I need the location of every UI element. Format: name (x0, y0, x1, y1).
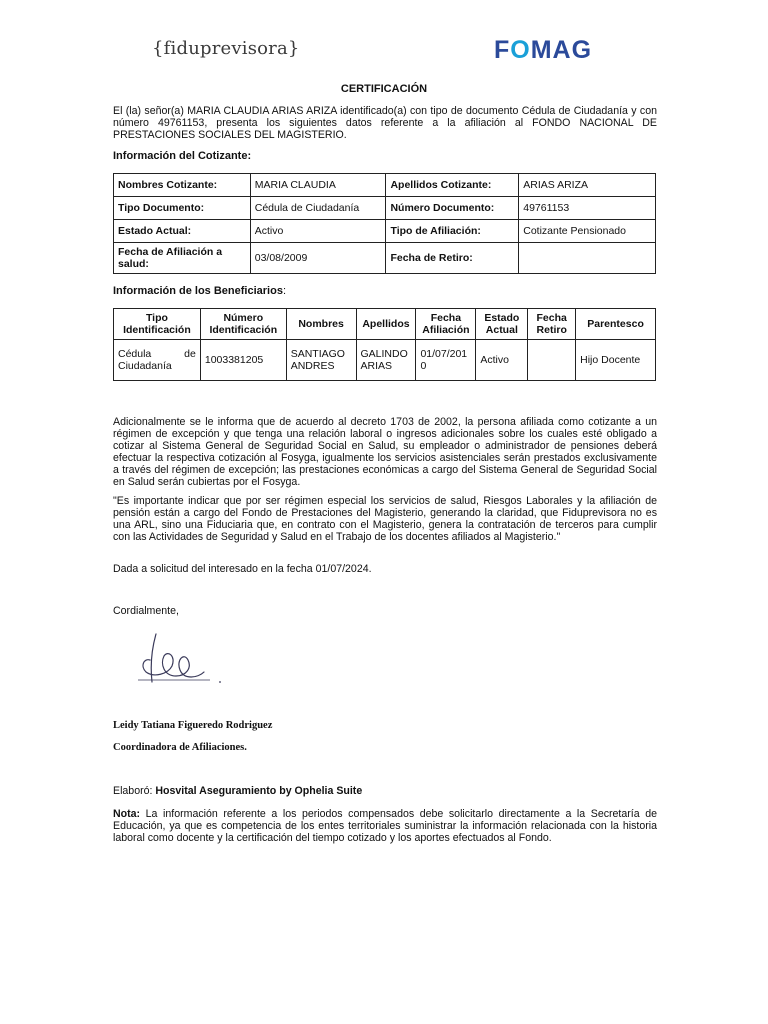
signer-role: Coordinadora de Afiliaciones. (113, 742, 247, 753)
column-header: Número Identificación (200, 309, 286, 340)
intro-paragraph: El (la) señor(a) MARIA CLAUDIA ARIAS ARIZA identificado(a) con tipo de documento Cédula de Ciudadanía y con número 49761153, presenta los siguientes datos referente a la afiliación al FONDO NACIONAL DE PRESTACIONES SOCIALES DEL MAGISTERIO. (113, 105, 657, 141)
table-row (114, 340, 656, 381)
cotizante-table (113, 173, 656, 274)
table-cell: 1003381205 (200, 340, 286, 381)
table-row (114, 220, 656, 243)
fecha-solicitud-text: Dada a solicitud del interesado en la fecha 01/07/2024. (113, 563, 372, 575)
column-header: Nombres (286, 309, 356, 340)
signer-name: Leidy Tatiana Figueredo Rodriguez (113, 720, 273, 731)
signature-image (128, 630, 233, 690)
column-header: Parentesco (576, 309, 656, 340)
table-cell: Cédula de Ciudadanía (114, 340, 201, 381)
tipo-afiliacion-value: Cotizante Pensionado (519, 220, 656, 243)
table-cell: Hijo Docente (576, 340, 656, 381)
nota-paragraph: Nota: La información referente a los periodos compensados debe solicitarlo directamente a la Secretaría de Educación, ya que es competencia de los entes territoriales suministrar la información relacionada con la historia laboral como docente y la certificación del tiempo cotizado y los aportes efectuados al Fondo. (113, 808, 657, 844)
table-row (114, 243, 656, 274)
column-header: Estado Actual (476, 309, 528, 340)
paragraph-regimen-especial: "Es importante indicar que por ser régimen especial los servicios de salud, Riesgos Laborales y la afiliación de pensión están a cargo del Fondo de Prestaciones del Magisterio, generando la claridad, que Fiduprevisora no es una ARL, sino una Fiduciaria que, en contrato con el Magisterio, genera la contratación de terceros para cumplir con las Actividades de Seguridad y Salud en el Trabajo de los docentes afiliados al Magisterio." (113, 495, 657, 543)
table-row (114, 197, 656, 220)
table-cell: 01/07/2010 (416, 340, 476, 381)
nombres-label: Nombres Cotizante: (114, 174, 251, 197)
column-header: Tipo Identificación (114, 309, 201, 340)
apellidos-label: Apellidos Cotizante: (386, 174, 519, 197)
fecha-afiliacion-label: Fecha de Afiliación a salud: (114, 243, 251, 274)
elaboro-line: Elaboró: Hosvital Aseguramiento by Ophelia Suite (113, 785, 363, 797)
table-cell: Activo (476, 340, 528, 381)
fiduprevisora-logo: {fiduprevisora} (152, 38, 300, 59)
column-header: Fecha Retiro (528, 309, 576, 340)
apellidos-value: ARIAS ARIZA (519, 174, 656, 197)
fomag-logo: FOMAG (494, 36, 593, 64)
numero-documento-label: Número Documento: (386, 197, 519, 220)
fecha-afiliacion-value: 03/08/2009 (250, 243, 386, 274)
table-cell (528, 340, 576, 381)
estado-value: Activo (250, 220, 386, 243)
cotizante-heading: Información del Cotizante: (113, 150, 252, 162)
column-header: Apellidos (356, 309, 416, 340)
beneficiarios-heading: Información de los Beneficiarios: (113, 285, 286, 297)
tipo-documento-value: Cédula de Ciudadanía (250, 197, 386, 220)
table-cell: GALINDO ARIAS (356, 340, 416, 381)
tipo-documento-label: Tipo Documento: (114, 197, 251, 220)
closing-text: Cordialmente, (113, 605, 179, 617)
table-header-row (114, 309, 656, 340)
estado-label: Estado Actual: (114, 220, 251, 243)
tipo-afiliacion-label: Tipo de Afiliación: (386, 220, 519, 243)
numero-documento-value: 49761153 (519, 197, 656, 220)
beneficiarios-table (113, 308, 656, 381)
table-row (114, 174, 656, 197)
page-title: CERTIFICACIÓN (340, 83, 428, 95)
column-header: Fecha Afiliación (416, 309, 476, 340)
table-cell: SANTIAGO ANDRES (286, 340, 356, 381)
paragraph-decreto: Adicionalmente se le informa que de acuerdo al decreto 1703 de 2002, la persona afiliada como cotizante a un régimen de excepción y que tenga una relación laboral o ingresos adicionales sobre los cuales esté obligado a cotizar al Sistema General de Seguridad Social en Salud, su empleador o administrador de pensiones deberá efectuar la respectiva cotización al Fosyga, igualmente los servicios asistenciales serán prestados exclusivamente a través del régimen de excepción; las prestaciones económicas a cargo del Sistema General de Seguridad Social en Salud serán cubiertas por el Fosyga. (113, 416, 657, 488)
fecha-retiro-value (519, 243, 656, 274)
nombres-value: MARIA CLAUDIA (250, 174, 386, 197)
fecha-retiro-label: Fecha de Retiro: (386, 243, 519, 274)
